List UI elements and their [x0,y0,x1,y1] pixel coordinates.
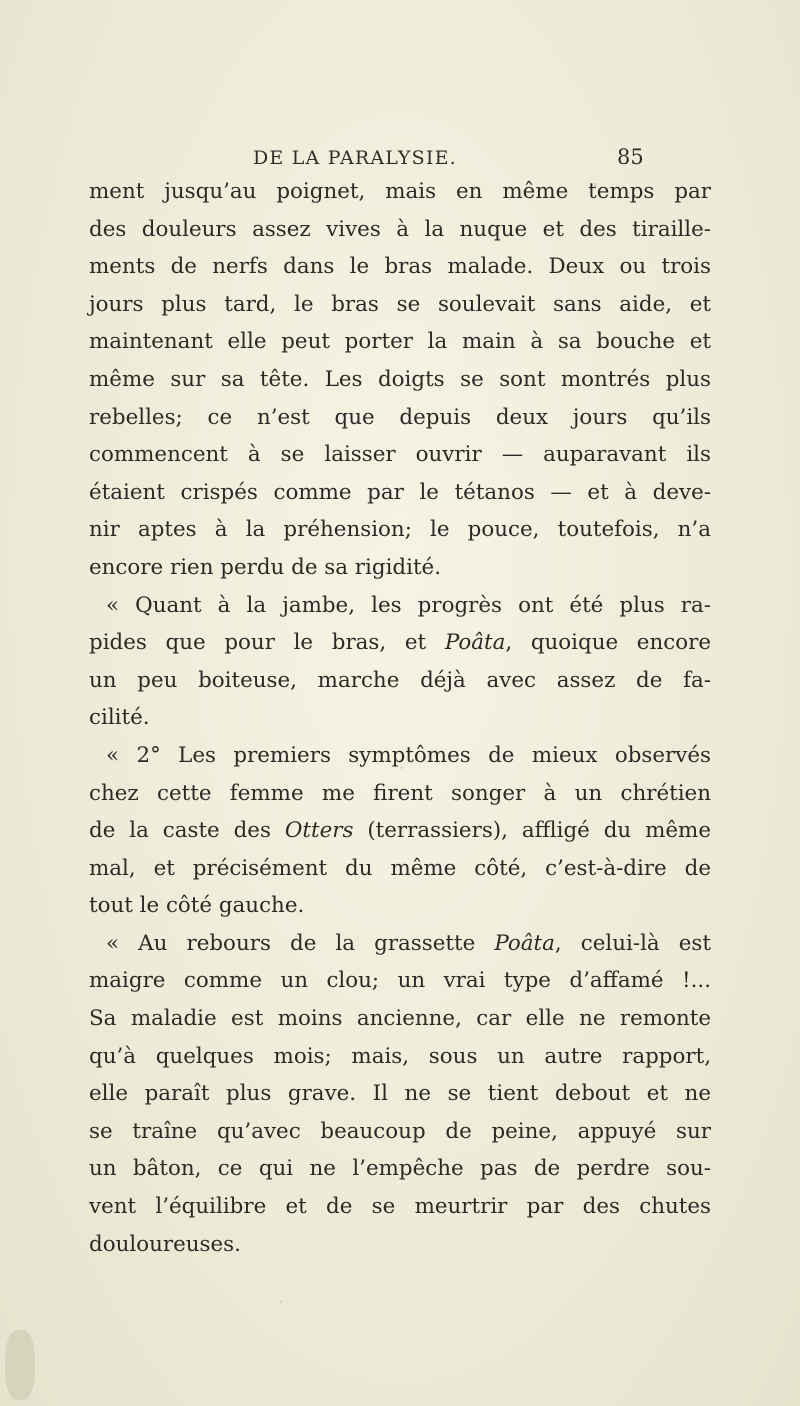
body-text [89,173,711,1263]
text-line: chez cette femme me firent songer à un chrétien [89,780,711,806]
text-line: se traîne qu’avec beaucoup de peine, appuyé sur [89,1118,711,1144]
running-title: DE LA PARALYSIE. [253,147,457,169]
text-line: « 2° Les premiers symptômes de mieux observés [106,742,711,768]
text-line: de la caste des Otters (terrassiers), affligé du même [89,818,711,844]
text-line: vent l’équilibre et de se meurtrir par des chutes [89,1194,711,1220]
text-line: ments de nerfs dans le bras malade. Deux ou trois [89,254,711,280]
text-line: ment jusqu’au poignet, mais en même temps par [89,179,711,204]
text-line: douloureuses. [89,1231,241,1257]
text-line: « Quant à la jambe, les progrès ont été plus ra- [106,592,711,618]
page-number: 85 [617,145,644,169]
text-line: maintenant elle peut porter la main à sa bouche et [89,329,711,355]
text-line: rebelles; ce n’est que depuis deux jours qu’ils [89,404,711,430]
text-line: pides que pour le bras, et Poâta, quoique encore [89,630,711,656]
paper-speck [280,1300,282,1303]
running-head [0,145,800,175]
paper-stain [5,1330,35,1400]
paper-speck [314,1020,317,1023]
text-line: tout le côté gauche. [89,893,305,919]
text-line: même sur sa tête. Les doigts se sont montrés plus [89,366,711,392]
text-line: des douleurs assez vives à la nuque et des tiraille- [89,216,711,242]
text-line: maigre comme un clou; un vrai type d’affamé !... [89,968,711,994]
text-line: nir aptes à la préhension; le pouce, toutefois, n’a [89,517,711,543]
text-line: encore rien perdu de sa rigidité. [89,554,441,580]
text-line: étaient crispés comme par le tétanos — et à deve- [89,479,711,505]
text-line: Sa maladie est moins ancienne, car elle ne remonte [89,1006,711,1032]
text-line: « Au rebours de la grassette Poâta, celui-là est [106,930,711,956]
text-line: un bâton, ce qui ne l’empêche pas de perdre sou- [89,1156,711,1182]
text-line: cilité. [89,705,150,731]
text-line: qu’à quelques mois; mais, sous un autre rapport, [89,1043,711,1069]
text-line: un peu boiteuse, marche déjà avec assez de fa- [89,667,711,693]
text-line: mal, et précisément du même côté, c’est-à-dire de [89,855,711,881]
text-line: elle paraît plus grave. Il ne se tient debout et ne [89,1081,711,1107]
paper-speck [400,766,403,769]
text-line: commencent à se laisser ouvrir — auparavant ils [89,442,711,468]
text-line: jours plus tard, le bras se soulevait sans aide, et [89,291,711,317]
paper-speck [594,183,597,188]
